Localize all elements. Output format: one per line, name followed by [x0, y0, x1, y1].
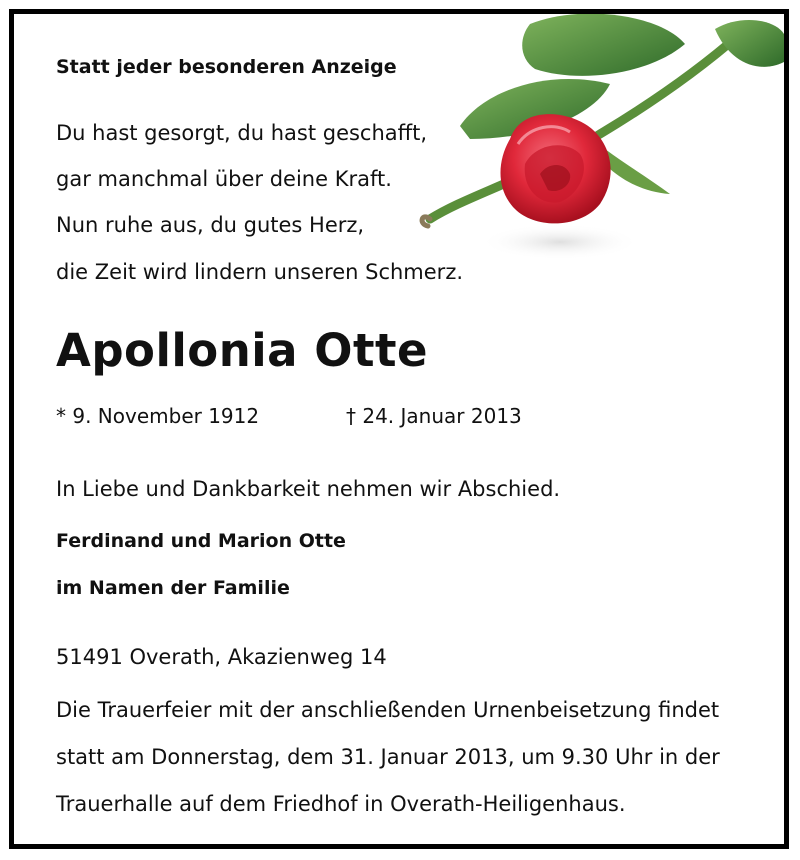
- poem-line: die Zeit wird lindern unseren Schmerz.: [56, 260, 464, 284]
- death-date: † 24. Januar 2013: [346, 404, 522, 428]
- deceased-name: Apollonia Otte: [56, 324, 429, 377]
- poem-line: Nun ruhe aus, du gutes Herz,: [56, 213, 365, 237]
- farewell-text: In Liebe und Dankbarkeit nehmen wir Abschied.: [56, 477, 561, 501]
- funeral-info-line: Die Trauerfeier mit der anschließenden Urnenbeisetzung findet: [56, 698, 720, 722]
- sepal: [605, 149, 670, 194]
- signatory-names: Ferdinand und Marion Otte: [56, 530, 346, 552]
- rose-image: [410, 14, 784, 269]
- poem-line: Du hast gesorgt, du hast geschafft,: [56, 121, 428, 145]
- notice-header: Statt jeder besonderen Anzeige: [56, 56, 397, 78]
- birth-date: * 9. November 1912: [56, 404, 260, 428]
- poem-line: gar manchmal über deine Kraft.: [56, 167, 392, 191]
- funeral-info-line: Trauerhalle auf dem Friedhof in Overath-Heiligenhaus.: [56, 792, 626, 816]
- obituary-notice: [9, 9, 789, 849]
- leaf-top: [522, 14, 685, 76]
- leaf-right: [715, 20, 784, 67]
- funeral-info-line: statt am Donnerstag, dem 31. Januar 2013, um 9.30 Uhr in der: [56, 745, 720, 769]
- rose-shadow: [480, 224, 640, 260]
- family-address: 51491 Overath, Akazienweg 14: [56, 645, 387, 669]
- signatory-family: im Namen der Familie: [56, 577, 290, 599]
